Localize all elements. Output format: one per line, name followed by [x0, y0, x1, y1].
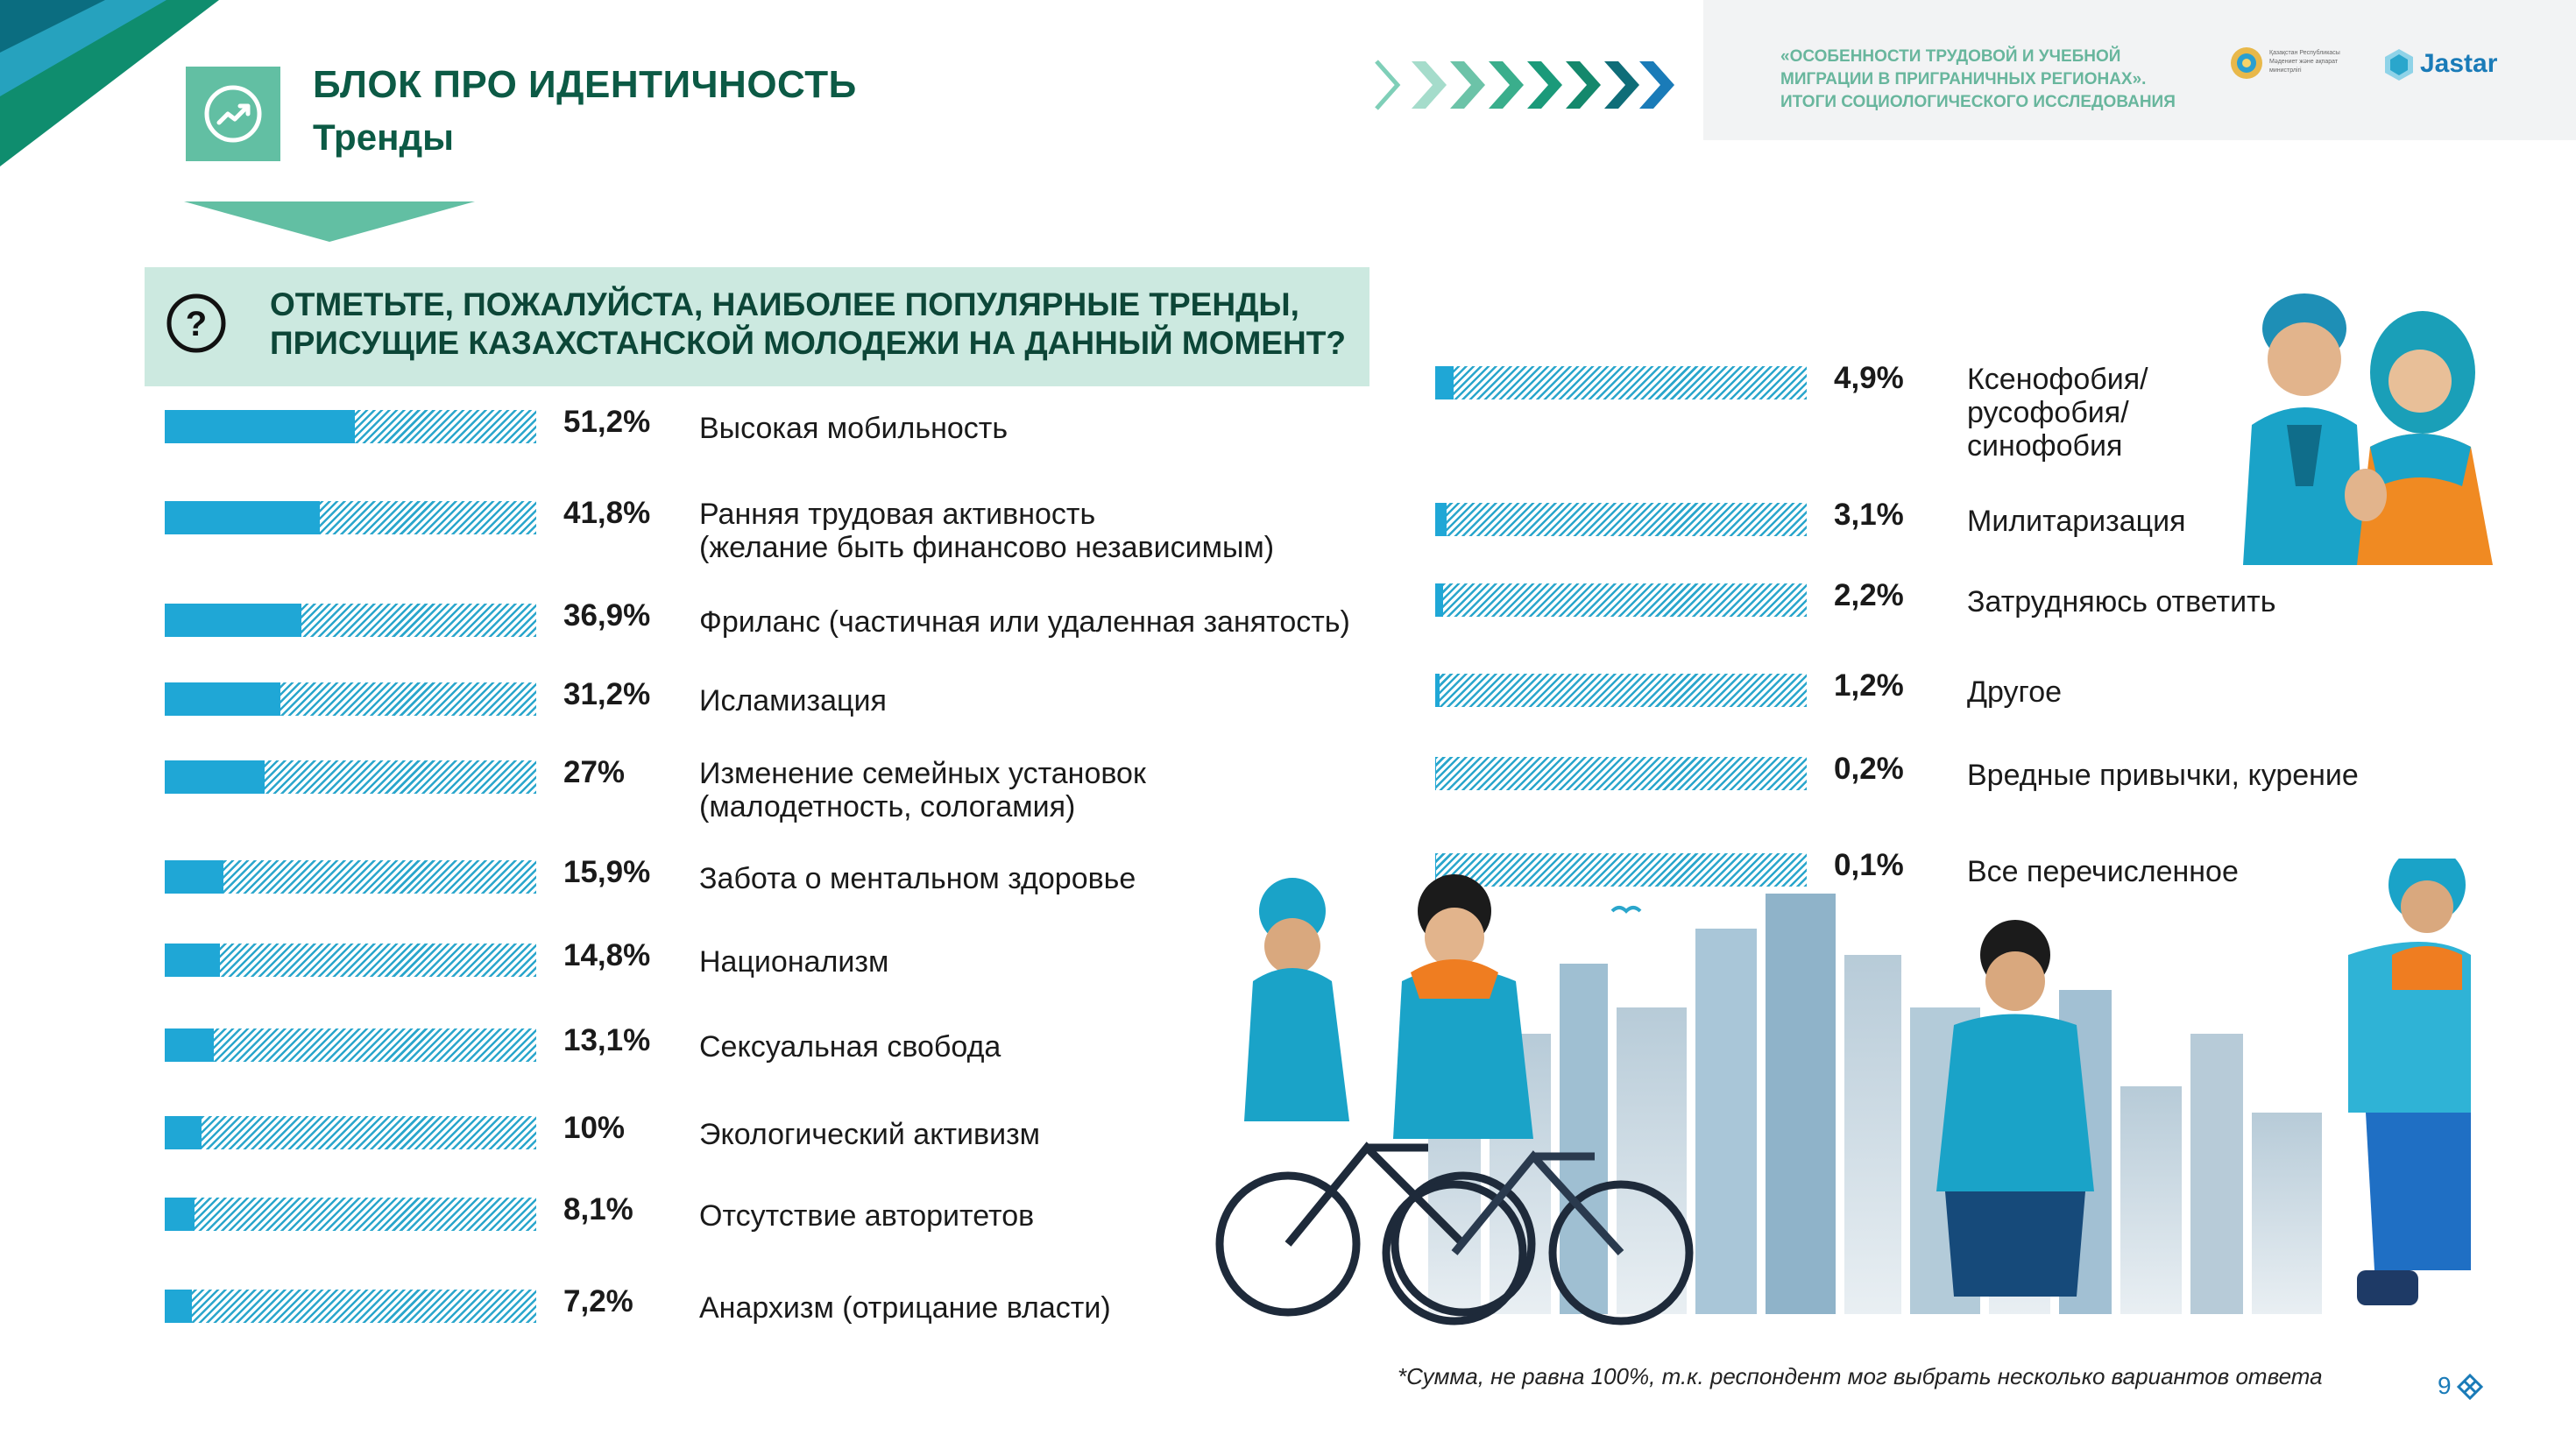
bar [165, 1290, 192, 1323]
value-label: 3,1% [1834, 498, 1904, 532]
bar [165, 760, 265, 794]
bar [165, 410, 355, 443]
bar [165, 1028, 214, 1062]
city-youth-illustration [1200, 859, 2471, 1349]
value-label: 41,8% [563, 496, 651, 530]
trend-up-icon [198, 79, 268, 149]
category-label: Затрудняюсь ответить [1967, 585, 2276, 618]
bar-track [165, 1290, 536, 1323]
bar [165, 604, 301, 637]
value-label: 36,9% [563, 598, 651, 633]
value-label: 1,2% [1834, 668, 1904, 703]
bar [165, 1198, 195, 1231]
svg-text:?: ? [185, 305, 208, 343]
bar [165, 860, 223, 894]
bar [1435, 366, 1454, 399]
bar [1435, 503, 1447, 536]
study-title: «ОСОБЕННОСТИ ТРУДОВОЙ И УЧЕБНОЙ МИГРАЦИИ В ПРИГРАНИЧНЫХ РЕГИОНАХ». ИТОГИ СОЦИОЛОГИЧЕСКОГО ИССЛЕДОВАНИЯ [1780, 47, 2176, 111]
category-label: Сексуальная свобода [699, 1030, 1001, 1064]
state-emblem-icon [2229, 46, 2264, 81]
bar-track [165, 944, 536, 977]
bar-track [1435, 366, 1807, 399]
bar-track [165, 760, 536, 794]
value-label: 10% [563, 1111, 626, 1145]
value-label: 51,2% [563, 405, 651, 439]
bar-track [165, 682, 536, 716]
bar-track [165, 410, 536, 443]
category-label: Изменение семейных установок (малодетность, сологамия) [699, 757, 1146, 823]
category-label: Исламизация [699, 684, 887, 717]
category-label: Ксенофобия/ русофобия/ синофобия [1967, 363, 2148, 463]
value-label: 7,2% [563, 1284, 633, 1318]
chevron-arrows-icon [1371, 54, 1678, 116]
category-label: Другое [1967, 675, 2063, 709]
trend-logo [186, 67, 280, 161]
bar [165, 501, 320, 534]
bar-track [165, 1028, 536, 1062]
down-triangle-decoration [184, 201, 475, 242]
value-label: 0,1% [1834, 848, 1904, 882]
question-text: ОТМЕТЬТЕ, ПОЖАЛУЙСТА, НАИБОЛЕЕ ПОПУЛЯРНЫЕ ТРЕНДЫ, ПРИСУЩИЕ КАЗАХСТАНСКОЙ МОЛОДЕЖИ НА ДАННЫЙ МОМЕНТ? [270, 286, 1346, 361]
category-label: Национализм [699, 945, 889, 979]
category-label: Вредные привычки, курение [1967, 759, 2359, 792]
bar-track [1435, 583, 1807, 617]
question-mark-icon [165, 292, 228, 355]
bar-track [165, 860, 536, 894]
value-label: 27% [563, 755, 626, 789]
category-label: Отсутствие авторитетов [699, 1199, 1035, 1233]
bar [165, 1116, 202, 1149]
bar [1435, 674, 1440, 707]
value-label: 2,2% [1834, 578, 1904, 612]
bar [1435, 583, 1443, 617]
value-label: 15,9% [563, 855, 651, 889]
ornament-icon [2455, 1372, 2485, 1402]
bar-track [1435, 674, 1807, 707]
value-label: 14,8% [563, 938, 651, 972]
footnote: *Сумма, не равна 100%, т.к. респондент мог выбрать несколько вариантов ответа [1398, 1363, 2323, 1389]
bar-track [165, 604, 536, 637]
value-label: 4,9% [1834, 361, 1904, 395]
bar-track [1435, 757, 1807, 790]
bar [165, 682, 280, 716]
value-label: 13,1% [563, 1023, 651, 1057]
bar-track [165, 1116, 536, 1149]
bar-track [1435, 503, 1807, 536]
value-label: 8,1% [563, 1192, 633, 1226]
category-label: Экологический активизм [699, 1118, 1041, 1151]
category-label: Высокая мобильность [699, 412, 1008, 445]
category-label: Ранняя трудовая активность (желание быть финансово независимым) [699, 498, 1275, 564]
block-subtitle: Тренды [313, 117, 454, 158]
ministry-name: Қазақстан Республикасы Мәдениет және ақпарат министрлігі [2269, 50, 2340, 74]
bar-track [165, 1198, 536, 1231]
bar [165, 944, 220, 977]
jastar-logo-icon [2381, 47, 2417, 82]
block-title: БЛОК ПРО ИДЕНТИЧНОСТЬ [313, 63, 857, 106]
value-label: 31,2% [563, 677, 651, 711]
bar-track [165, 501, 536, 534]
category-label: Все перечисленное [1967, 855, 2239, 888]
jastar-logo-text: Jastar [2420, 49, 2498, 78]
category-label: Забота о ментальном здоровье [699, 862, 1136, 895]
category-label: Милитаризация [1967, 505, 2186, 538]
praying-couple-illustration [2190, 276, 2506, 565]
bar [1435, 757, 1436, 790]
value-label: 0,2% [1834, 752, 1904, 786]
category-label: Анархизм (отрицание власти) [699, 1291, 1111, 1325]
category-label: Фриланс (частичная или удаленная занятость) [699, 605, 1350, 639]
page-number: 9 [2438, 1372, 2452, 1399]
